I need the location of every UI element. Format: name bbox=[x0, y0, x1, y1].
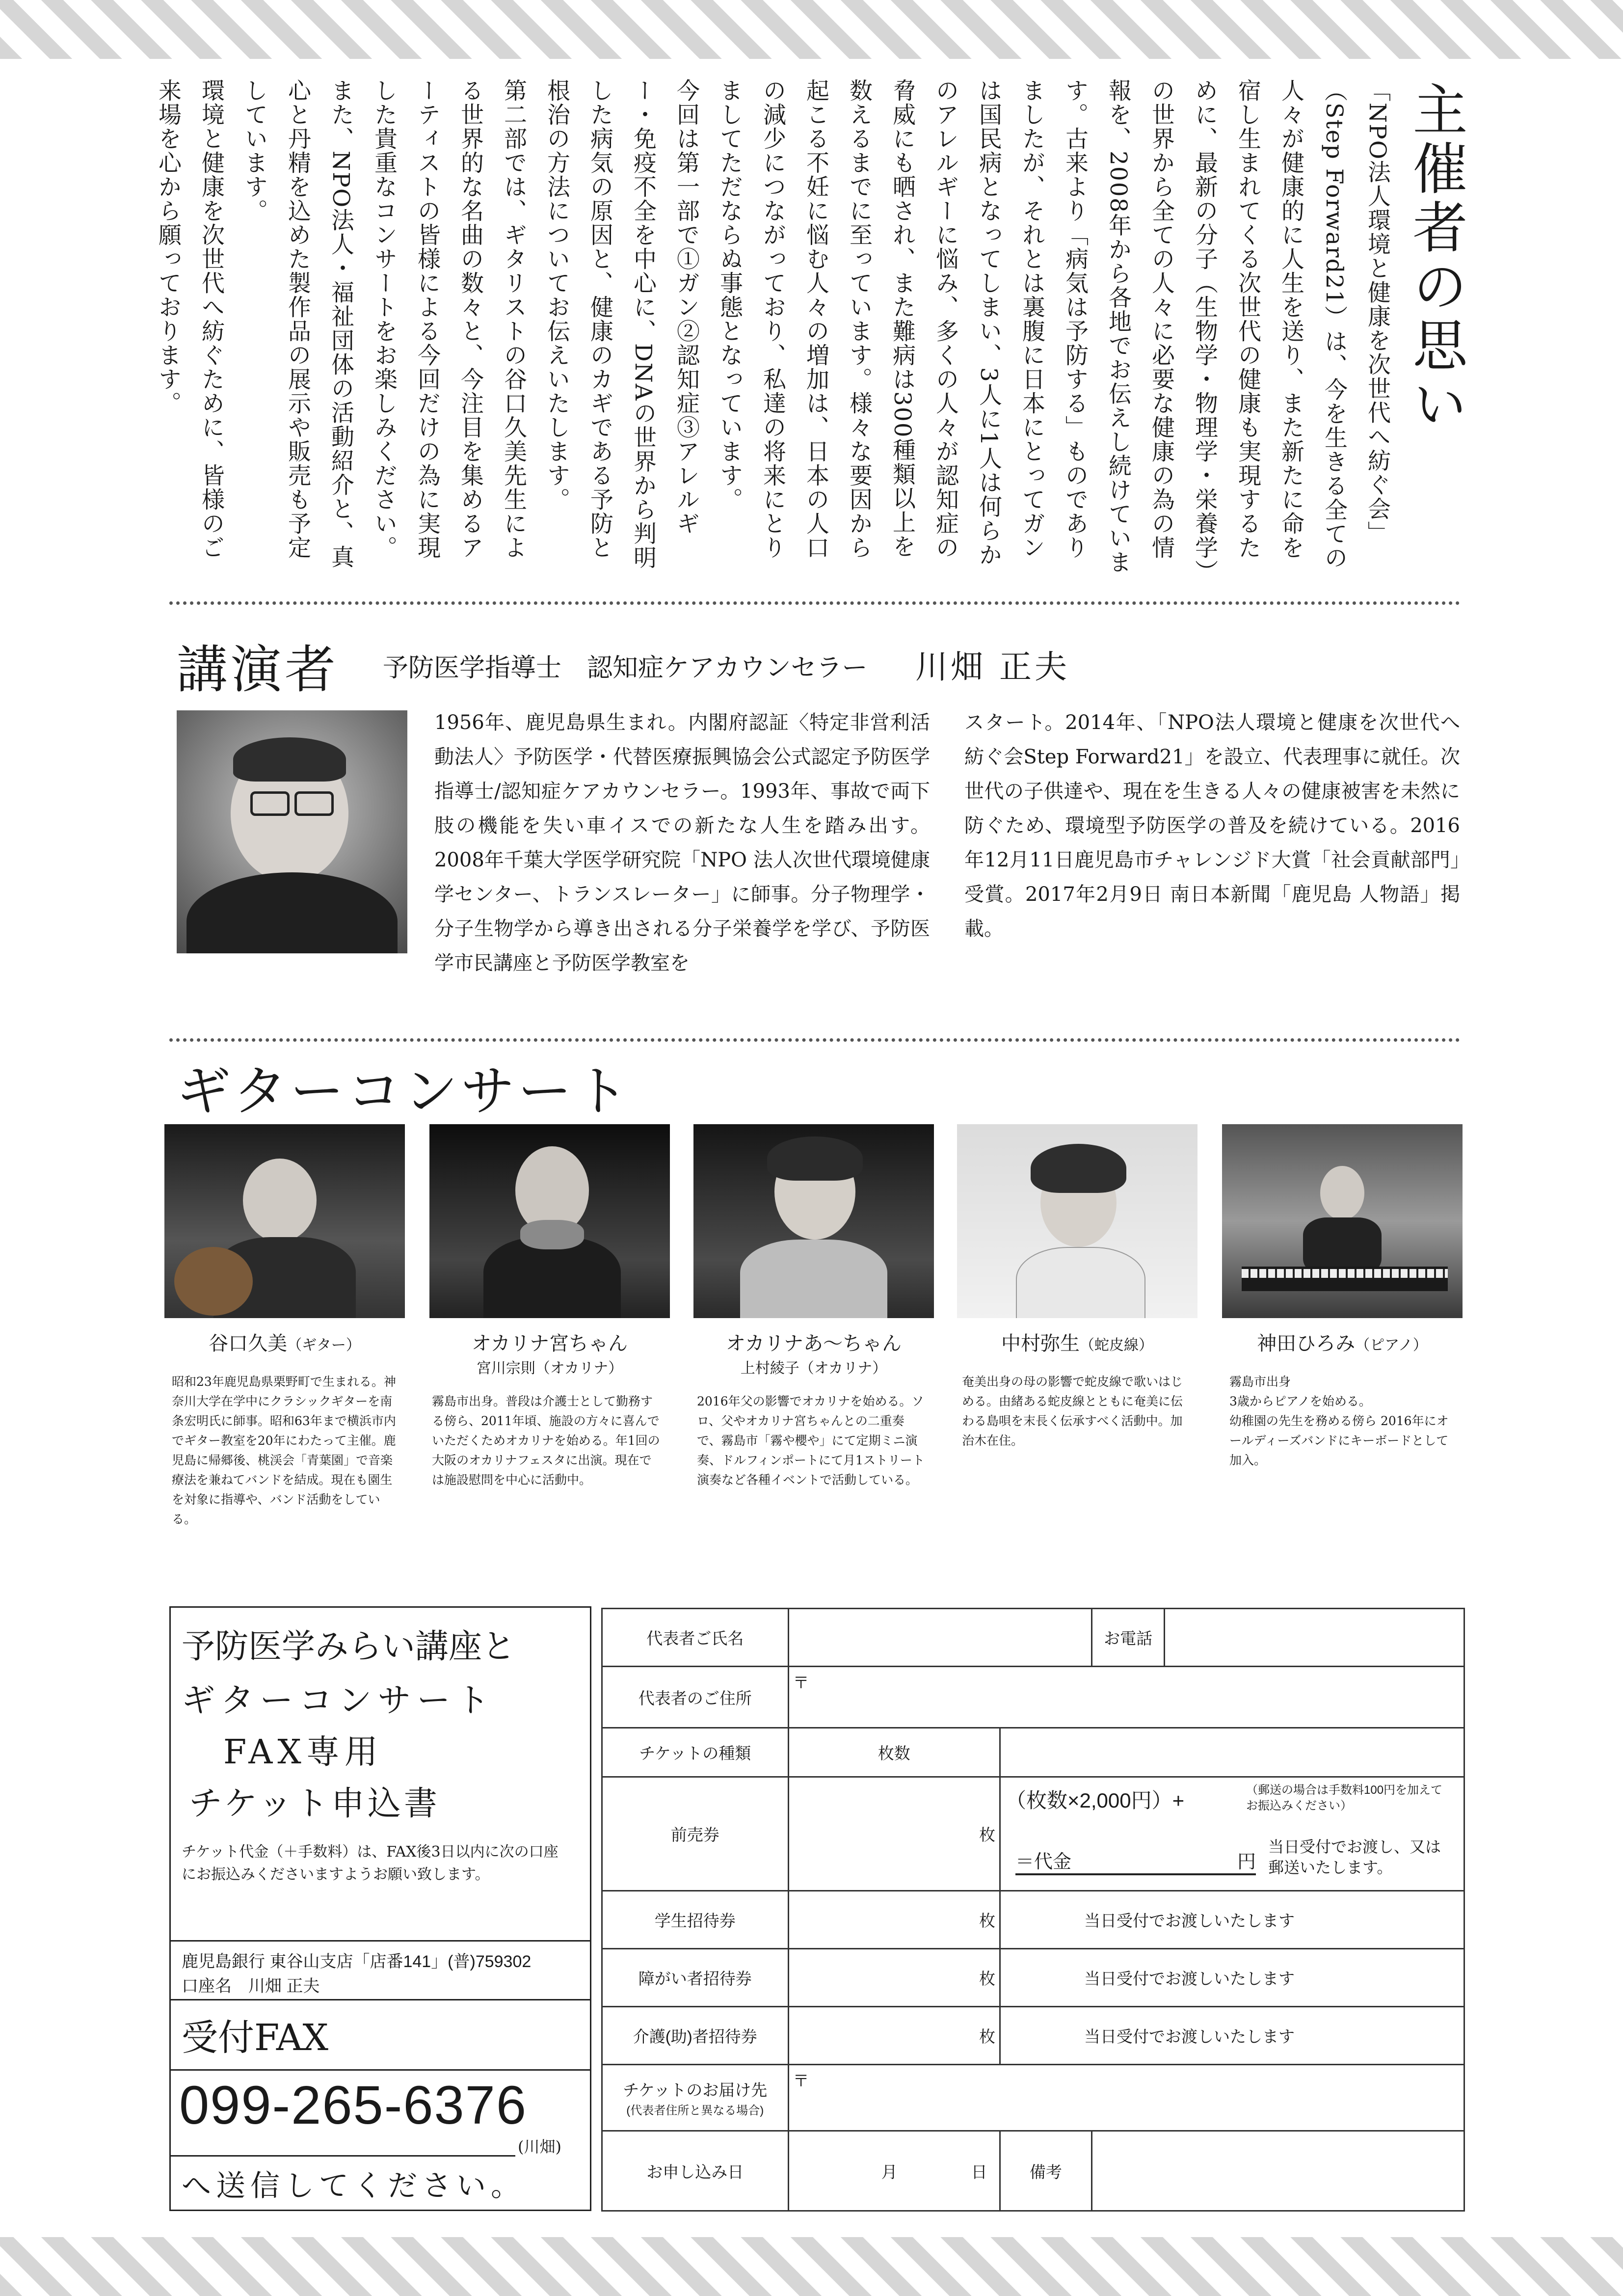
label-count: 枚数 bbox=[788, 1728, 1000, 1777]
lecturer-name: 川畑 正夫 bbox=[915, 648, 1070, 686]
unit-label: 枚 bbox=[979, 1826, 995, 1844]
fax-title-line: ギターコンサート bbox=[182, 1681, 496, 1720]
bottom-stripe-border bbox=[0, 2237, 1623, 2296]
divider bbox=[169, 2069, 591, 2071]
organizer-paragraph: 環境と健康を次世代へ紡ぐために、皆様のご来場を心から願っております。 bbox=[155, 79, 225, 560]
total-amount-field[interactable]: ＝代金 円 bbox=[1015, 1846, 1256, 1875]
label-rep-name: 代表者ご氏名 bbox=[602, 1609, 789, 1667]
performer-description: 霧島市出身 3歳からピアノを始める。 幼稚園の先生を務める傍ら 2016年にオールディーズバンドにキーボードとして加入。 bbox=[1229, 1375, 1449, 1467]
lecturer-titles: 予防医学指導士 認知症ケアカウンセラー bbox=[383, 653, 868, 683]
delivery-address-field[interactable]: 〒 bbox=[788, 2065, 1464, 2131]
performer-name: オカリナあ〜ちゃん bbox=[726, 1332, 902, 1355]
shipping-note: （郵送の場合は手数料100円を加えてお振込みください） bbox=[1246, 1783, 1443, 1812]
fax-title-line: FAX専用 bbox=[223, 1733, 383, 1772]
dotted-divider bbox=[169, 1038, 1460, 1042]
divider bbox=[169, 1940, 591, 1942]
concert-heading: ギターコンサート bbox=[177, 1060, 632, 1123]
student-note: 当日受付でお渡しいたします bbox=[1000, 1891, 1464, 1949]
performer-photo-taniguchi bbox=[164, 1124, 405, 1318]
organizer-heading: 主催者の思い bbox=[1404, 81, 1467, 434]
label-phone: お電話 bbox=[1091, 1609, 1164, 1667]
organizer-paragraph: 今回は第一部で①ガン②認知症③アレルギー・免疫不全を中心に、DNAの世界から判明した病気の原因と、健康のカギである予防と根治の方法についてお伝えいたします。 bbox=[543, 79, 700, 570]
performer-name: 谷口久美（ギター） bbox=[209, 1332, 361, 1355]
performer-description: 霧島市出身。普段は介護士として勤務する傍ら、2011年頃、施設の方々に喜んでいただくためオカリナを始める。年1回の大阪のオカリナフェスタに出演。現在では施設慰問を中心に活動中。 bbox=[432, 1394, 660, 1487]
disabled-note: 当日受付でお渡しいたします bbox=[1000, 1949, 1464, 2007]
performer-description: 2016年父の影響でオカリナを始める。ソロ、父やオカリナ宮ちゃんとの二重奏で、霧島市「霧や櫻や」にて定期ミニ演奏、ドルフィンポートにて月1ストリート演奏など各種イベントで活動している。 bbox=[697, 1394, 925, 1487]
performer-name: 中村弥生（蛇皮線） bbox=[1001, 1332, 1153, 1355]
remarks-field[interactable] bbox=[1091, 2131, 1464, 2211]
performer-name: 神田ひろみ（ピアノ） bbox=[1257, 1332, 1428, 1355]
top-stripe-border bbox=[0, 0, 1623, 59]
rep-address-field[interactable] bbox=[788, 1667, 1464, 1728]
price-formula: （枚数×2,000円）+ bbox=[1006, 1789, 1185, 1812]
lecturer-heading: 講演者 bbox=[177, 640, 339, 700]
divider bbox=[169, 1999, 591, 2000]
care-note: 当日受付でお渡しいたします bbox=[1000, 2007, 1464, 2065]
lecturer-bio-right: スタート。2014年、「NPO法人環境と健康を次世代へ紡ぐ会Step Forward21」を設立、代表理事に就任。次世代の子供達や、現在を生きる人々の健康被害を未然に防ぐため、環境型予防医学の普及を続けている。2016年12月11日鹿児島市チャレンジド大賞「社会貢献部門」受賞。2017年2月9日 南日本新聞「鹿児島 人物語」掲載。 bbox=[964, 711, 1460, 940]
postal-mark: 〒 bbox=[793, 1674, 809, 1692]
organizer-paragraph: 第二部では、ギタリストの谷口久美先生による世界的な名曲の数々と、今注目を集めるアーティストの皆様による今回だけの為に実現した貴重なコンサートをお楽しみください。 bbox=[371, 79, 527, 560]
performer-photo-nakamura bbox=[957, 1124, 1197, 1318]
account-name: 口座名 川畑 正夫 bbox=[182, 1977, 320, 1996]
organizer-message bbox=[155, 79, 1399, 579]
performer-photo-miyagawa bbox=[429, 1124, 670, 1318]
organizer-paragraph: また、NPO法人・福祉団体の活動紹介と、真心と丹精を込めた製作品の展示や販売も予定しています。 bbox=[241, 79, 354, 569]
bank-account: 鹿児島銀行 東谷山支店「店番141」(普)759302 bbox=[182, 1952, 532, 1971]
performer-subname: 宮川宗則（オカリナ） bbox=[476, 1360, 623, 1377]
lecturer-photo bbox=[177, 710, 407, 953]
organizer-paragraph: 「NPO法人環境と健康を次世代へ紡ぐ会」（Step Forward21）は、今を生きる全ての人々が健康的に人生を送り、また新たに命を宿し生まれてくる次世代の健康も実現するために、最新の分子（生物学・物理学・栄養学）の世界から全ての人々に必要な健康の為の情報を、2008年から各地でお伝えし続けています。古来より「病気は予防する」ものでありましたが、それとは裏腹に日本にとってガンは国民病となってしまい、3人に1人は何らかのアレルギーに悩み、多くの人々が認知症の脅威にも晒され、また難病は300種類以上を数えるまでに至っています。様々な要因から起こる不妊に悩む人々の増加は、日本の人口の減少につながっており、私達の将来にとりましてただならぬ事態となっています。 bbox=[716, 79, 1391, 574]
label-advance-ticket: 前売券 bbox=[602, 1777, 789, 1891]
delivery-note: 当日受付でお渡し、又は郵送いたします。 bbox=[1268, 1838, 1441, 1876]
label-student-ticket: 学生招待券 bbox=[602, 1891, 789, 1949]
advance-count-field[interactable] bbox=[788, 1777, 1000, 1891]
fax-title-line: 予防医学みらい講座と bbox=[182, 1627, 516, 1666]
ticket-type-blank bbox=[1000, 1728, 1464, 1777]
care-count-field[interactable]: 枚 bbox=[788, 2007, 1000, 2065]
send-instruction: へ送信してください。 bbox=[182, 2169, 525, 2203]
fax-number: 099-265-6376 bbox=[179, 2075, 528, 2135]
performer-description: 昭和23年鹿児島県栗野町で生まれる。神奈川大学在学中にクラシックギターを南条宏明氏に師事。昭和63年まで横浜市内でギター教室を20年にわたって主催。鹿児島に帰郷後、桃渓会「青葉園」で音楽療法を兼ねてバンドを結成。現在も園生を対象に指導や、バンド活動をしている。 bbox=[172, 1375, 396, 1526]
divider bbox=[169, 2155, 515, 2157]
student-count-field[interactable]: 枚 bbox=[788, 1891, 1000, 1949]
fax-owner: (川畑) bbox=[518, 2137, 561, 2156]
label-remarks: 備考 bbox=[1000, 2131, 1092, 2211]
rep-name-field[interactable] bbox=[788, 1609, 1091, 1667]
lecturer-bio-left: 1956年、鹿児島県生まれ。内閣府認証〈特定非営利活動法人〉予防医学・代替医療振興協会公式認定予防医学指導士/認知症ケアカウンセラー。1993年、事故で両下肢の機能を失い車イスでの新たな人生を踏み出す。2008年千葉大学医学研究院「NPO 法人次世代環境健康学センター、トランスレーター」に師事。分子物理学・分子生物学から導き出される分子栄養学を学び、予防医学市民講座と予防医学教室を bbox=[434, 711, 930, 974]
label-care-ticket: 介護(助)者招待券 bbox=[602, 2007, 789, 2065]
performer-photo-kanda bbox=[1222, 1124, 1463, 1318]
performer-name: オカリナ宮ちゃん bbox=[472, 1332, 628, 1355]
performer-photo-uemura bbox=[693, 1124, 934, 1318]
application-form bbox=[601, 1608, 1465, 2212]
label-disabled-ticket: 障がい者招待券 bbox=[602, 1949, 789, 2007]
fax-label: 受付FAX bbox=[182, 2017, 329, 2059]
label-delivery-address: チケットのお届け先 (代表者住所と異なる場合) bbox=[602, 2065, 789, 2131]
label-ticket-type: チケットの種類 bbox=[602, 1728, 789, 1777]
apply-date-field[interactable]: 月 日 bbox=[788, 2131, 1000, 2211]
performer-subname: 上村綾子（オカリナ） bbox=[740, 1360, 887, 1377]
phone-field[interactable] bbox=[1165, 1609, 1464, 1667]
fax-title-line: チケット申込書 bbox=[189, 1784, 440, 1823]
advance-price-cell bbox=[1000, 1777, 1464, 1891]
fax-payment-notice: チケット代金（＋手数料）は、FAX後3日以内に次の口座にお振込みくださいますようお願い致します。 bbox=[182, 1843, 559, 1883]
label-rep-address: 代表者のご住所 bbox=[602, 1667, 789, 1728]
performer-description: 奄美出身の母の影響で蛇皮線で歌いはじめる。由緒ある蛇皮線とともに奄美に伝わる島唄を末長く伝承すべく活動中。加治木在住。 bbox=[962, 1375, 1183, 1448]
disabled-count-field[interactable]: 枚 bbox=[788, 1949, 1000, 2007]
dotted-divider bbox=[169, 601, 1460, 605]
label-apply-date: お申し込み日 bbox=[602, 2131, 789, 2211]
